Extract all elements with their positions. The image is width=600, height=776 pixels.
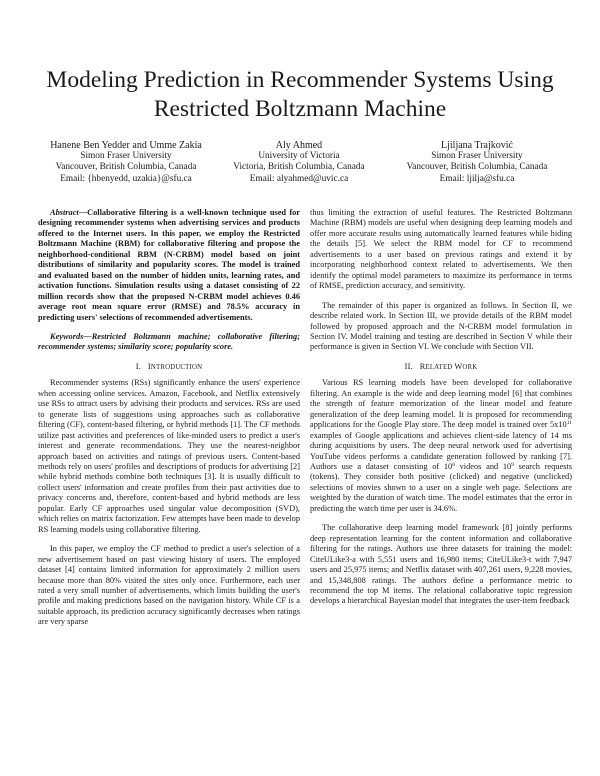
abstract-lead: Abstract: [50, 208, 79, 217]
author-block: [0, 140, 600, 190]
paragraph-intro-1: Recommender systems (RSs) significantly enhance the users' experience when accessing online services. Amazon, Facebook, and Netflix extensively use RSs to attract users by advising their products and services. RSs are used to generate lists of suggestions using approaches such as collaborative filtering (CF), content-based filtering, or hybrid methods [1]. The CF methods utilize past activities and preferences of like-minded users to predict a user's interest and generate recommendations. They use the nearest-neighbor approach based on activities and ratings of previous users. Content-based methods rely on users' profiles and descriptions of products for advertising [2] while hybrid methods combine both techniques [3]. It is usually difficult to collect users' information and create profiles from their past activities due to privacy concerns and, therefore, content-based and hybrid methods are less popular. Early CF approaches used singular value decomposition (SVD), which relies on matrix factorization. Few attempts have been made to develop RS learning models using collaborative filtering.: [38, 378, 300, 534]
superscript: 11: [566, 420, 572, 427]
right-column: [310, 208, 572, 607]
section-initial-2: W: [454, 361, 463, 371]
text-run: examples of Google applications and achieves client-side latency of 14 ms during acquisitions by users. The deep neural network used for advertising YouTube videos performs a candidate generation followed by ranking [7]. Authors use a dataset consisting of 10: [310, 430, 572, 471]
author-2: [208, 140, 390, 185]
paper-title: Modeling Prediction in Recommender Systems Using Restricted Boltzmann Machine: [46, 66, 554, 122]
section-heading-related-work: [310, 362, 572, 373]
text-run: videos and 10: [454, 461, 512, 471]
author-2-affiliation: University of Victoria: [258, 151, 340, 162]
superscript: 9: [511, 461, 514, 468]
section-number: I.: [135, 361, 142, 371]
author-3-location: Vancouver, British Columbia, Canada: [406, 162, 548, 173]
text-run: Various RS learning models have been developed for collaborative filtering. An example is the wide and deep learning model [6] that combines the strength of feature memorization of the linear model and feature generalization of the deep learning model. It is proposed for recommending applications for the Google Play store. The deep model is trained over 5x10: [310, 378, 572, 430]
author-1-email: Email: {hbenyedd, uzakia}@sfu.ca: [60, 173, 192, 184]
author-3: [378, 140, 576, 185]
left-column: [38, 208, 300, 628]
paragraph-related-1: [310, 378, 572, 514]
author-1: [26, 140, 226, 185]
author-3-email: Email: ljilja@sfu.ca: [439, 173, 515, 184]
paragraph-continued: thus limiting the extraction of useful features. The Restricted Boltzmann Machine (RBM) models are useful when designing deep learning models and offer more accurate results using automatically learned features while hiding the details [5]. We select the RBM model for CF to recommend advertisements to a user based on previous ratings and extend it by incorporating neighborhood context related to advertisements. We then identify the optimal model parameters to maximize its performance in terms of RMSE, prediction accuracy, and sensitivity.: [310, 208, 572, 291]
section-smallcaps: ELATED: [425, 363, 455, 371]
text-run: search requests (tokens). They consider both positive (clicked) and negative (unclicked) selections of movies shown to a user on a single web page. Selections are weighted by the duration of watch time. The model estimates that the error in predicting the watch time per user is 34.6%.: [310, 461, 572, 513]
author-1-location: Vancouver, British Columbia, Canada: [55, 162, 197, 173]
section-smallcaps-2: ORK: [462, 363, 478, 371]
section-initial: I: [147, 361, 151, 371]
author-1-affiliation: Simon Fraser University: [80, 151, 172, 162]
author-2-name: Aly Ahmed: [275, 140, 323, 151]
abstract: [38, 208, 300, 323]
section-initial: R: [419, 361, 426, 371]
section-number: II.: [404, 361, 413, 371]
superscript: 6: [452, 461, 455, 468]
author-1-name: Hanene Ben Yedder and Umme Zakia: [50, 140, 202, 151]
section-smallcaps: NTRODUCTION: [150, 363, 203, 371]
abstract-text: —Collaborative filtering is a well-known technique used for designing recommender systems when advertising services and products offered to the Internet users. In this paper, we employ the Restricted Boltzmann Machine (RBM) for collaborative filtering and propose the neighborhood-conditional RBM (N-CRBM) model based on joint distributions of similarity and popularity scores. The model is trained and evaluated based on the number of hidden units, learning rates, and activation functions. Simulation results using a dataset consisting of 22 million records show that the proposed N-CRBM model achieves 0.46 average root mean square error (RMSE) and 78.5% accuracy in predicting users' selections of recommended advertisements.: [38, 208, 300, 322]
author-3-affiliation: Simon Fraser University: [431, 151, 523, 162]
paragraph-intro-2: In this paper, we employ the CF method to predict a user's selection of a new advertisement based on past viewing history of users. The employed dataset [4] contains limited information for approximately 2 million users because more than 80% visited the sites only once. Furthermore, each user rated a very small number of advertisements, which limits building the user's profile and making predictions based on the navigation history. While CF is a suitable approach, its prediction accuracy significantly decreases when ratings are very sparse: [38, 544, 300, 627]
paragraph-organization: The remainder of this paper is organized as follows. In Section II, we describe related work. In Section III, we provide details of the RBM model followed by proposed approach and the N-CRBM model formulation in Section IV. Model training and testing are described in Section V while their performance is given in Section VI. We conclude with Section VII.: [310, 300, 572, 352]
author-2-location: Victoria, British Columbia, Canada: [233, 162, 365, 173]
keywords: Keywords—Restricted Boltzmann machine; collaborative filtering; recommender systems; similarity score; popularity score.: [38, 331, 300, 352]
author-2-email: Email: alyahmed@uvic.ca: [249, 173, 349, 184]
section-heading-introduction: [38, 362, 300, 373]
paragraph-related-2: The collaborative deep learning model framework [8] jointly performs deep representation learning for the content information and collaborative filtering for the ratings. Authors use three datasets for training the model: CiteULike3-a with 5,551 users and 16,980 items; CiteULike3-t with 7,947 users and 25,975 items; and Netflix dataset with 407,261 users, 9,228 movies, and 15,348,808 ratings. The authors define a performance metric to recommend the top M items. The relational collaborative topic regression develops a hierarchical Bayesian model that integrates the user-item feedback: [310, 523, 572, 606]
author-3-name: Ljiljana Trajković: [441, 140, 513, 151]
